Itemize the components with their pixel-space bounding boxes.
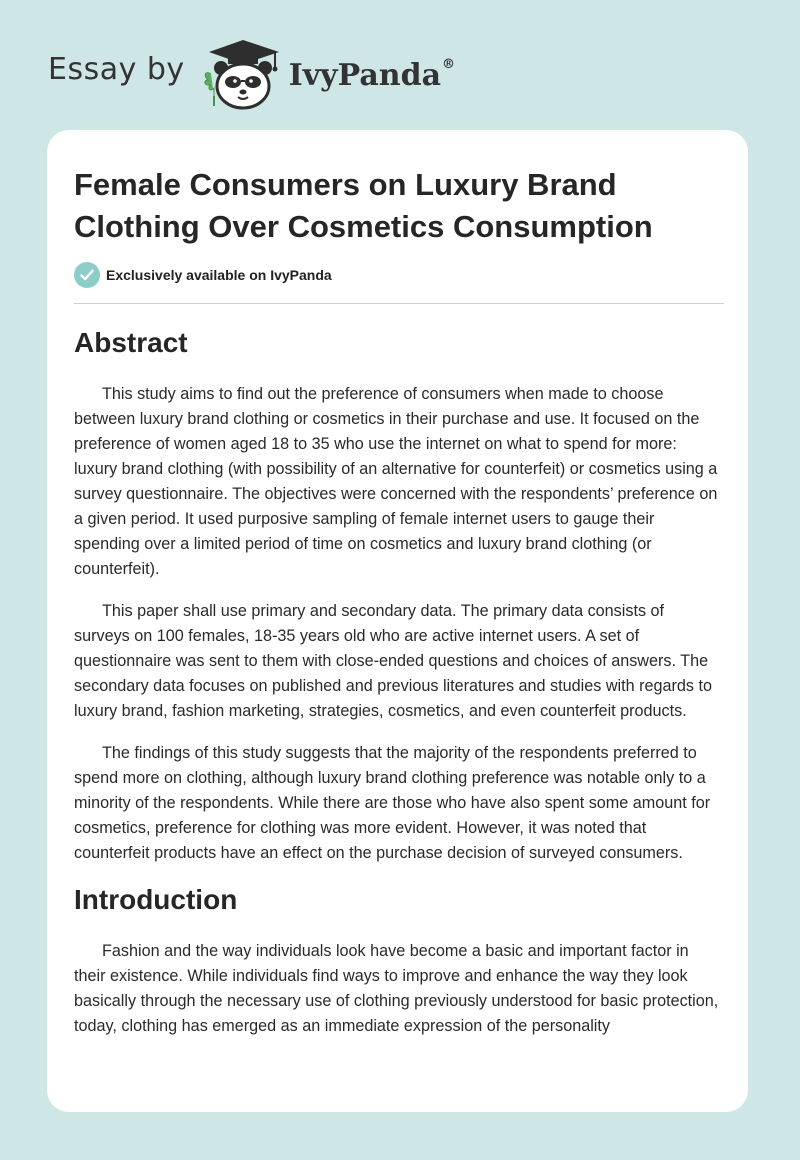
site-header (48, 34, 455, 114)
exclusive-badge (74, 262, 332, 288)
section-heading-abstract: Abstract (74, 327, 188, 358)
paragraph: Fashion and the way individuals look have become a basic and important factor in their existence. While individuals find ways to improve and enhance the way they look basically through the necessary use of clothing previously understood for basic protection, today, clothing has emerged as an immediate expression of the personality (74, 942, 719, 1035)
check-icon (74, 262, 100, 288)
brand-name[interactable]: IvyPanda® (288, 56, 456, 93)
essay-card (47, 130, 748, 1112)
registered-mark: ® (442, 56, 456, 72)
essay-by-label: Essay by (48, 51, 185, 87)
ivypanda-logo-icon[interactable] (195, 36, 285, 112)
paragraph: This study aims to find out the preference of consumers when made to choose between luxury brand clothing or cosmetics in their purchase and use. It focused on the preference of women aged 18 to 35 who use the internet on what to spend for more: luxury brand clothing (with possibility of an alternative for counterfeit) or cosmetics using a survey questionnaire. The objectives were concerned with the respondents’ preference on a given period. It used purposive sampling of female internet users to gauge their spending over a limited period of time on cosmetics and luxury brand clothing (or counterfeit). (74, 385, 718, 578)
paragraph: The findings of this study suggests that the majority of the respondents preferred to spend more on clothing, although luxury brand clothing preference was notable only to a minority of the respondents. While there are those who have also spent some amount for cosmetics, preference for clothing was more evident. However, it was noted that counterfeit products have an effect on the purchase decision of surveyed consumers. (74, 744, 711, 862)
essay-body (74, 326, 724, 1056)
exclusive-label: Exclusively available on IvyPanda (106, 267, 332, 283)
page-title: Female Consumers on Luxury Brand Clothing Over Cosmetics Consumption (74, 167, 653, 244)
section-heading-introduction: Introduction (74, 884, 238, 915)
paragraph: This paper shall use primary and secondary data. The primary data consists of surveys on 100 females, 18-35 years old who are active internet users. A set of questionnaire was sent to them with close-ended questions and choices of answers. The secondary data focuses on published and previous literatures and studies with regards to luxury brand, fashion marketing, strategies, cosmetics, and even counterfeit products. (74, 602, 712, 720)
title-divider (74, 303, 724, 304)
